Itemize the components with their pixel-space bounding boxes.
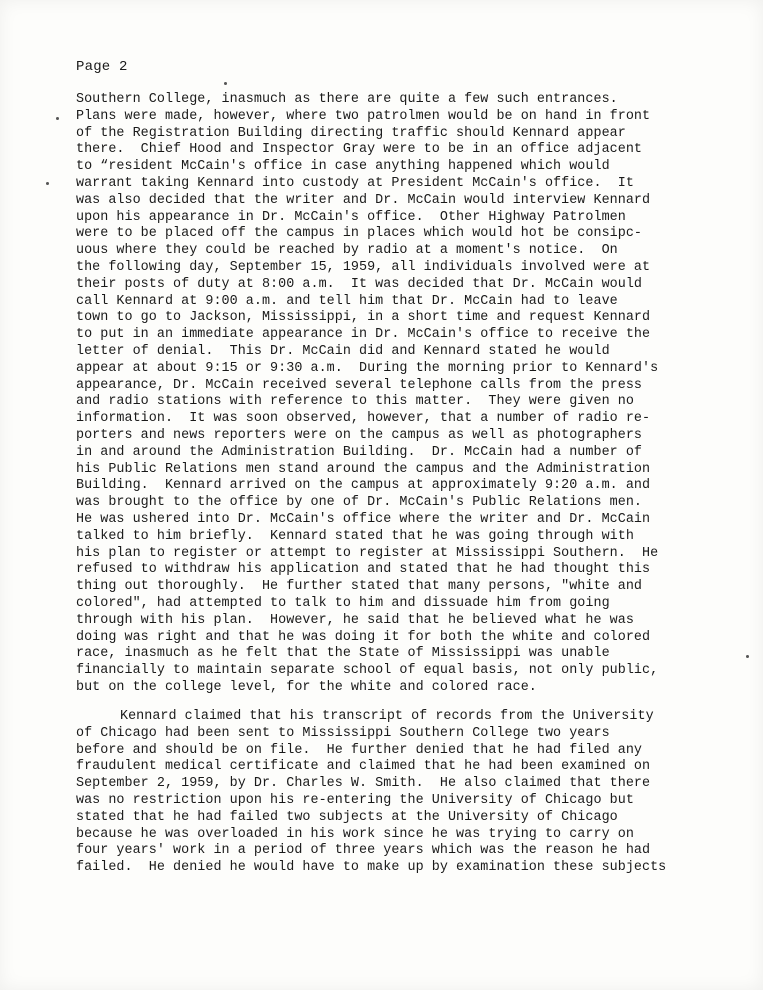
paragraph-2 — [76, 709, 736, 877]
text-line: information. It was soon observed, however, that a number of radio re- — [76, 411, 651, 427]
text-line: were to be placed off the campus in places which would hot be consipc- — [76, 226, 642, 242]
text-line: but on the college level, for the white and colored race. — [76, 679, 537, 695]
text-line: before and should be on file. He further denied that he had filed any — [76, 742, 642, 758]
text-line: porters and news reporters were on the campus as well as photographers — [76, 427, 642, 443]
text-line: uous where they could be reached by radio at a moment's notice. On — [76, 243, 618, 259]
text-line: the following day, September 15, 1959, all individuals involved were at — [76, 259, 651, 275]
text-line: stated that he had failed two subjects at the University of Chicago — [76, 809, 618, 825]
text-line: of Chicago had been sent to Mississippi Southern College two years — [76, 725, 610, 741]
text-line: He was ushered into Dr. McCain's office where the writer and Dr. McCain — [76, 511, 651, 527]
paragraph-1 — [76, 92, 736, 697]
text-line: was also decided that the writer and Dr. McCain would interview Kennard — [76, 192, 651, 208]
text-line: their posts of duty at 8:00 a.m. It was decided that Dr. McCain would — [76, 276, 642, 292]
scan-speck — [56, 117, 59, 120]
text-line: appearance, Dr. McCain received several telephone calls from the press — [76, 377, 642, 393]
text-line: Southern College, inasmuch as there are quite a few such entrances. — [76, 92, 618, 107]
text-line: to “resident McCain's office in case anything happened which would — [76, 159, 610, 175]
text-line: Plans were made, however, where two patrolmen would be on hand in front — [76, 108, 651, 124]
text-line: and radio stations with reference to this matter. They were given no — [76, 394, 634, 410]
text-line: his Public Relations men stand around the campus and the Administration — [76, 461, 651, 477]
text-line: of the Registration Building directing traffic should Kennard appear — [76, 125, 626, 141]
text-line: in and around the Administration Building. Dr. McCain had a number of — [76, 444, 642, 460]
text-line: upon his appearance in Dr. McCain's office. Other Highway Patrolmen — [76, 209, 626, 225]
text-line: his plan to register or attempt to register at Mississippi Southern. He — [76, 545, 659, 561]
text-line: there. Chief Hood and Inspector Gray were to be in an office adjacent — [76, 142, 642, 158]
text-line: financially to maintain separate school of equal basis, not only public, — [76, 663, 659, 679]
text-line: September 2, 1959, by Dr. Charles W. Smith. He also claimed that there — [76, 776, 651, 792]
scan-speck — [224, 82, 227, 85]
text-line: doing was right and that he was doing it for both the white and colored — [76, 629, 651, 645]
text-line: Kennard claimed that his transcript of records from the University — [120, 709, 654, 724]
text-line: colored", had attempted to talk to him and dissuade him from going — [76, 595, 610, 611]
page-number: Page 2 — [76, 59, 128, 75]
text-line: talked to him briefly. Kennard stated that he was going through with — [76, 528, 634, 544]
scan-speck — [746, 655, 749, 658]
text-line: warrant taking Kennard into custody at President McCain's office. It — [76, 175, 634, 191]
text-line: race, inasmuch as he felt that the State of Mississippi was unable — [76, 646, 610, 662]
text-line: to put in an immediate appearance in Dr. McCain's office to receive the — [76, 327, 651, 343]
text-line: town to go to Jackson, Mississippi, in a short time and request Kennard — [76, 310, 651, 326]
text-line: fraudulent medical certificate and claimed that he had been examined on — [76, 759, 651, 775]
text-line: letter of denial. This Dr. McCain did and Kennard stated he would — [76, 343, 610, 359]
text-line: call Kennard at 9:00 a.m. and tell him that Dr. McCain had to leave — [76, 293, 618, 309]
scan-speck — [46, 182, 49, 185]
text-line: refused to withdraw his application and stated that he had thought this — [76, 562, 651, 578]
text-line: thing out thoroughly. He further stated that many persons, "white and — [76, 579, 642, 595]
text-line: through with his plan. However, he said that he believed what he was — [76, 612, 634, 628]
text-line: appear at about 9:15 or 9:30 a.m. During the morning prior to Kennard's — [76, 360, 659, 376]
text-line: Building. Kennard arrived on the campus at approximately 9:20 a.m. and — [76, 478, 651, 494]
text-line: four years' work in a period of three years which was the reason he had — [76, 843, 651, 859]
text-line: because he was overloaded in his work since he was trying to carry on — [76, 826, 634, 842]
text-line: was no restriction upon his re-entering the University of Chicago but — [76, 792, 634, 808]
text-line: was brought to the office by one of Dr. McCain's Public Relations men. — [76, 495, 642, 511]
text-line: failed. He denied he would have to make up by examination these subjects — [76, 860, 667, 876]
